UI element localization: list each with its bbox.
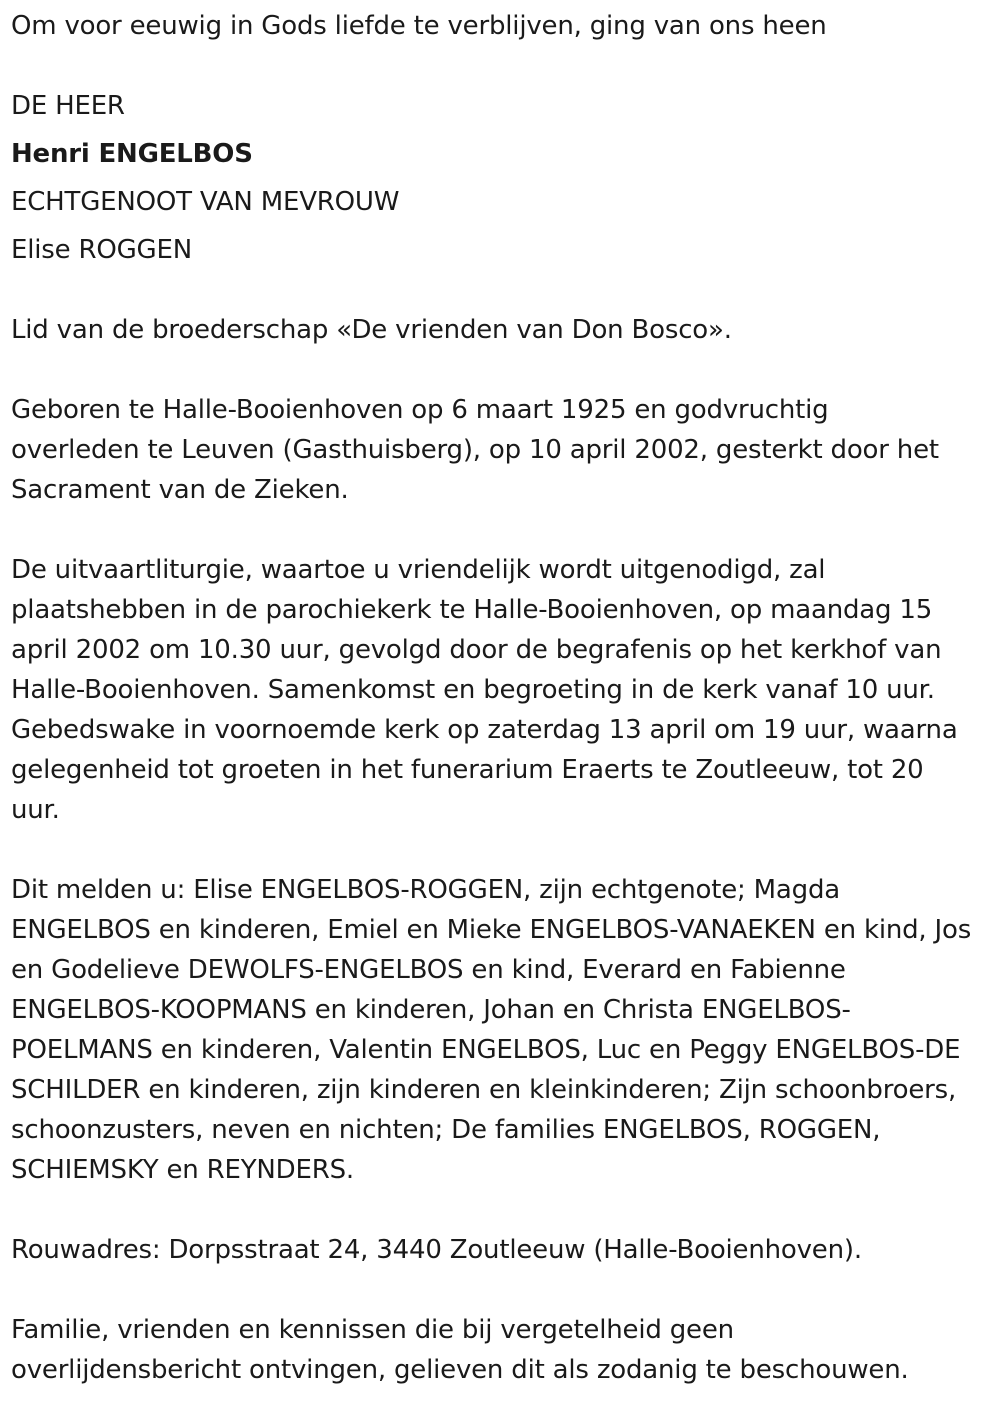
paragraph-line: uur.	[11, 795, 60, 825]
membership-paragraph	[11, 310, 732, 350]
intro-text: Om voor eeuwig in Gods liefde te verblijven, ging van ons heen	[11, 11, 827, 41]
paragraph-line: Sacrament van de Zieken.	[11, 475, 349, 505]
birth-death-paragraph	[11, 390, 939, 510]
paragraph-line: Dit melden u: Elise ENGELBOS-ROGGEN, zijn echtgenote; Magda	[11, 875, 840, 905]
paragraph-line: plaatshebben in de parochiekerk te Halle-Booienhoven, op maandag 15	[11, 595, 933, 625]
deceased-block	[11, 82, 399, 274]
deceased-name: Henri ENGELBOS	[11, 139, 253, 169]
paragraph-line: en Godelieve DEWOLFS-ENGELBOS en kind, Everard en Fabienne	[11, 955, 846, 985]
paragraph-line: De uitvaartliturgie, waartoe u vriendelijk wordt uitgenodigd, zal	[11, 555, 826, 585]
honorific: DE HEER	[11, 91, 125, 121]
paragraph-line: Gebedswake in voornoemde kerk op zaterdag 13 april om 19 uur, waarna	[11, 715, 958, 745]
paragraph-line: Halle-Booienhoven. Samenkomst en begroeting in de kerk vanaf 10 uur.	[11, 675, 935, 705]
mourning-address: Rouwadres: Dorpsstraat 24, 3440 Zoutleeuw (Halle-Booienhoven).	[11, 1235, 862, 1265]
family-paragraph	[11, 870, 971, 1190]
spouse-name: Elise ROGGEN	[11, 235, 192, 265]
paragraph-line: overleden te Leuven (Gasthuisberg), op 10 april 2002, gesterkt door het	[11, 435, 939, 465]
paragraph-line: ENGELBOS-KOOPMANS en kinderen, Johan en Christa ENGELBOS-	[11, 995, 851, 1025]
closing-note-paragraph	[11, 1310, 909, 1390]
paragraph-line: schoonzusters, neven en nichten; De families ENGELBOS, ROGGEN,	[11, 1115, 881, 1145]
spouse-label: ECHTGENOOT VAN MEVROUW	[11, 187, 400, 217]
intro-paragraph	[11, 2, 827, 50]
paragraph-line: ENGELBOS en kinderen, Emiel en Mieke ENGELBOS-VANAEKEN en kind, Jos	[11, 915, 972, 945]
paragraph-line: POELMANS en kinderen, Valentin ENGELBOS, Luc en Peggy ENGELBOS-DE	[11, 1035, 961, 1065]
funeral-paragraph	[11, 550, 958, 830]
paragraph-line: Geboren te Halle-Booienhoven op 6 maart 1925 en godvruchtig	[11, 395, 829, 425]
paragraph-line: SCHIEMSKY en REYNDERS.	[11, 1155, 354, 1185]
paragraph-line: SCHILDER en kinderen, zijn kinderen en kleinkinderen; Zijn schoonbroers,	[11, 1075, 957, 1105]
paragraph-line: Familie, vrienden en kennissen die bij vergetelheid geen	[11, 1315, 734, 1345]
paragraph-line: gelegenheid tot groeten in het funerarium Eraerts te Zoutleeuw, tot 20	[11, 755, 924, 785]
membership-text: Lid van de broederschap «De vrienden van Don Bosco».	[11, 315, 732, 345]
paragraph-line: april 2002 om 10.30 uur, gevolgd door de begrafenis op het kerkhof van	[11, 635, 942, 665]
paragraph-line: overlijdensbericht ontvingen, gelieven dit als zodanig te beschouwen.	[11, 1355, 909, 1385]
address-paragraph	[11, 1230, 862, 1270]
